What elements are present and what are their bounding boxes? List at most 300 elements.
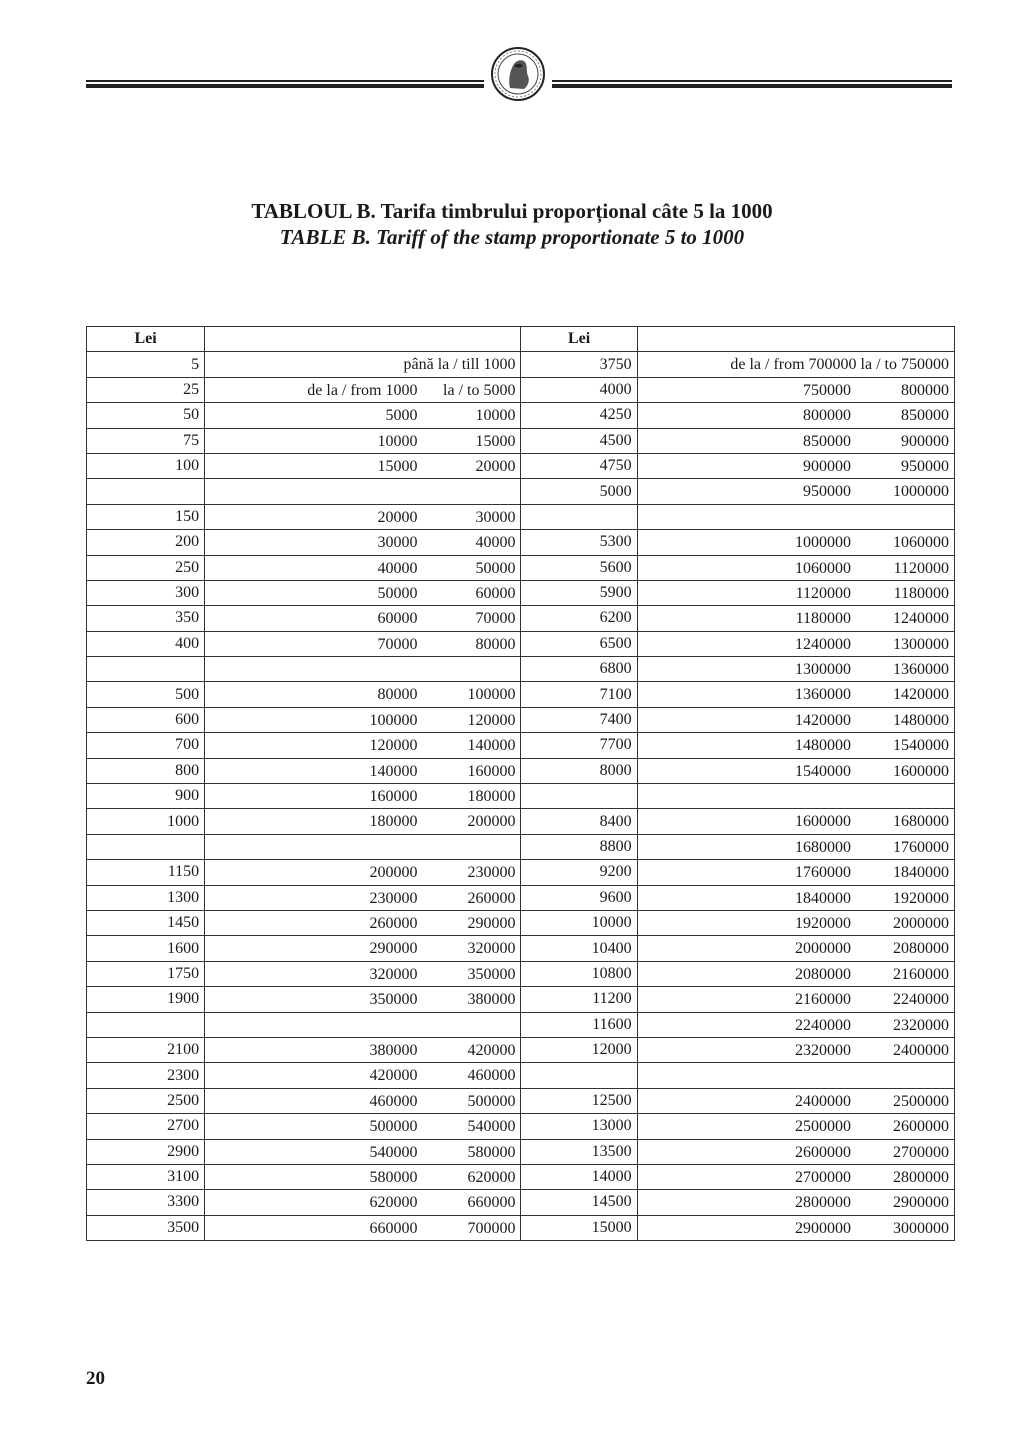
table-row [87, 1012, 955, 1037]
right-range-from: 2160000 [795, 991, 851, 1009]
table-row [87, 834, 955, 859]
left-lei-cell [87, 479, 205, 504]
left-range-from: 320000 [369, 965, 418, 983]
left-range-from: 350000 [369, 991, 418, 1009]
right-range-to: 3000000 [893, 1219, 949, 1237]
right-range-cell [637, 961, 954, 986]
right-range-from: 850000 [803, 432, 851, 450]
header-left-range [205, 327, 521, 352]
left-range-from: 50000 [377, 584, 418, 602]
left-range-from: 460000 [369, 1092, 418, 1110]
right-range-from: 1760000 [795, 864, 851, 882]
right-range-to: 1680000 [893, 813, 949, 831]
table-row [87, 809, 955, 834]
left-range-cell [205, 580, 521, 605]
left-range-to: 230000 [467, 864, 516, 882]
left-range-from: 80000 [377, 686, 418, 704]
right-range-from: 2080000 [795, 965, 851, 983]
right-range-cell [637, 1190, 954, 1215]
left-lei-cell: 75 [87, 428, 205, 453]
left-lei-cell [87, 1012, 205, 1037]
left-range-to: la / to 5000 [443, 381, 516, 399]
left-range-to: 160000 [467, 762, 516, 780]
right-range-to: 1060000 [893, 534, 949, 552]
left-range-to: 10000 [475, 407, 516, 425]
left-range-to: 200000 [467, 813, 516, 831]
right-range-from: 1120000 [795, 584, 851, 602]
right-range-to: 1920000 [893, 889, 949, 907]
right-lei-cell: 3750 [521, 352, 637, 377]
right-range-from: 2240000 [795, 1016, 851, 1034]
right-lei-cell: 12500 [521, 1088, 637, 1113]
table-row [87, 1190, 955, 1215]
table-row [87, 657, 955, 682]
left-range-to: 540000 [467, 1118, 516, 1136]
left-range-to: 620000 [467, 1168, 516, 1186]
right-lei-cell: 7700 [521, 733, 637, 758]
right-range-cell [637, 580, 954, 605]
left-range-to: 80000 [475, 635, 516, 653]
right-range-to: 850000 [901, 407, 949, 425]
table-header-row [87, 327, 955, 352]
right-range-from: 1360000 [795, 686, 851, 704]
left-range-from: 40000 [377, 559, 418, 577]
right-range-to: 2080000 [893, 940, 949, 958]
table-row [87, 606, 955, 631]
title-english: TABLE B. Tariff of the stamp proportionate 5 to 1000 [279, 225, 745, 249]
table-row [87, 428, 955, 453]
left-range-cell [205, 1114, 521, 1139]
right-lei-cell: 13500 [521, 1139, 637, 1164]
left-range-cell [205, 733, 521, 758]
table-row [87, 580, 955, 605]
right-lei-cell: 4750 [521, 453, 637, 478]
left-lei-cell: 1300 [87, 885, 205, 910]
left-range-cell [205, 1139, 521, 1164]
right-range-from: 1420000 [795, 711, 851, 729]
title-romanian: TABLOUL B. Tarifa timbrului proporțional câte 5 la 1000 [251, 199, 773, 223]
left-range-from: 580000 [369, 1168, 418, 1186]
right-range-cell [637, 1114, 954, 1139]
left-range-cell [205, 1063, 521, 1088]
left-range-cell [205, 504, 521, 529]
right-range-to: 2500000 [893, 1092, 949, 1110]
left-range-text: până la / till 1000 [403, 356, 516, 374]
left-range-to: 700000 [467, 1219, 516, 1237]
right-range-from: 1060000 [795, 559, 851, 577]
right-range-from: 800000 [803, 407, 851, 425]
table-row [87, 682, 955, 707]
right-lei-cell [521, 784, 637, 809]
left-range-cell [205, 910, 521, 935]
table-row [87, 453, 955, 478]
right-range-to: 2320000 [893, 1016, 949, 1034]
right-range-cell [637, 1088, 954, 1113]
left-lei-cell: 2300 [87, 1063, 205, 1088]
table-row [87, 1164, 955, 1189]
left-range-cell [205, 1088, 521, 1113]
left-range-cell [205, 987, 521, 1012]
left-range-to: 100000 [467, 686, 516, 704]
table-row [87, 1063, 955, 1088]
right-range-cell [637, 377, 954, 402]
left-range-from: 500000 [369, 1118, 418, 1136]
right-range-cell [637, 631, 954, 656]
right-range-from: 1600000 [795, 813, 851, 831]
right-lei-cell [521, 504, 637, 529]
right-range-cell [637, 758, 954, 783]
left-lei-cell: 250 [87, 555, 205, 580]
tariff-table-body [87, 327, 955, 1241]
right-range-from: 1240000 [795, 635, 851, 653]
left-lei-cell: 1000 [87, 809, 205, 834]
right-range-from: 2320000 [795, 1041, 851, 1059]
right-range-from: 2900000 [795, 1219, 851, 1237]
left-lei-cell: 150 [87, 504, 205, 529]
right-lei-cell: 9600 [521, 885, 637, 910]
right-lei-cell: 8800 [521, 834, 637, 859]
left-range-to: 290000 [467, 914, 516, 932]
header-left-lei: Lei [87, 327, 205, 352]
right-range-cell [637, 860, 954, 885]
table-row [87, 530, 955, 555]
left-lei-cell: 200 [87, 530, 205, 555]
right-range-from: 1920000 [795, 914, 851, 932]
right-range-to: 2700000 [893, 1143, 949, 1161]
right-lei-cell: 4500 [521, 428, 637, 453]
left-range-from: 160000 [369, 788, 418, 806]
left-range-cell [205, 479, 521, 504]
left-lei-cell: 50 [87, 403, 205, 428]
left-lei-cell: 3500 [87, 1215, 205, 1240]
right-range-to: 1360000 [893, 661, 949, 679]
right-lei-cell: 13000 [521, 1114, 637, 1139]
table-row [87, 1139, 955, 1164]
table-row [87, 631, 955, 656]
left-lei-cell: 2700 [87, 1114, 205, 1139]
left-lei-cell: 1900 [87, 987, 205, 1012]
table-row [87, 910, 955, 935]
left-range-from: 20000 [377, 508, 418, 526]
right-range-to: 1420000 [893, 686, 949, 704]
right-range-from: 750000 [803, 381, 851, 399]
right-range-from: 950000 [803, 483, 851, 501]
left-range-from: 540000 [369, 1143, 418, 1161]
right-range-to: 1300000 [893, 635, 949, 653]
left-lei-cell [87, 834, 205, 859]
right-range-cell [637, 910, 954, 935]
left-range-from: 200000 [369, 864, 418, 882]
left-range-to: 20000 [475, 457, 516, 475]
right-range-to: 800000 [901, 381, 949, 399]
left-lei-cell: 700 [87, 733, 205, 758]
left-range-cell [205, 707, 521, 732]
right-range-cell [637, 1215, 954, 1240]
right-range-to: 1760000 [893, 838, 949, 856]
left-range-to: 580000 [467, 1143, 516, 1161]
right-range-cell [637, 1164, 954, 1189]
right-range-cell [637, 606, 954, 631]
left-lei-cell: 25 [87, 377, 205, 402]
right-lei-cell: 9200 [521, 860, 637, 885]
right-range-cell [637, 1012, 954, 1037]
right-lei-cell: 14000 [521, 1164, 637, 1189]
right-range-from: 2000000 [795, 940, 851, 958]
right-range-to: 2600000 [893, 1118, 949, 1136]
left-range-to: 350000 [467, 965, 516, 983]
left-range-cell [205, 377, 521, 402]
left-range-to: 120000 [467, 711, 516, 729]
left-lei-cell: 2900 [87, 1139, 205, 1164]
table-row [87, 707, 955, 732]
right-range-to: 2400000 [893, 1041, 949, 1059]
right-lei-cell: 15000 [521, 1215, 637, 1240]
table-row [87, 479, 955, 504]
right-range-from: 1300000 [795, 661, 851, 679]
right-lei-cell: 4250 [521, 403, 637, 428]
right-range-cell [637, 809, 954, 834]
right-range-cell [637, 682, 954, 707]
coat-of-arms-seal-icon [490, 46, 546, 102]
right-lei-cell: 10400 [521, 936, 637, 961]
left-range-to: 320000 [467, 940, 516, 958]
left-lei-cell: 400 [87, 631, 205, 656]
right-range-to: 1000000 [893, 483, 949, 501]
right-lei-cell: 11200 [521, 987, 637, 1012]
left-lei-cell: 1750 [87, 961, 205, 986]
left-range-cell [205, 885, 521, 910]
right-lei-cell: 11600 [521, 1012, 637, 1037]
left-range-from: 10000 [377, 432, 418, 450]
left-range-cell [205, 453, 521, 478]
right-range-to: 2000000 [893, 914, 949, 932]
table-row [87, 1114, 955, 1139]
right-range-text: de la / from 700000 la / to 750000 [730, 356, 949, 374]
left-range-to: 15000 [475, 432, 516, 450]
right-lei-cell: 7100 [521, 682, 637, 707]
table-row [87, 1215, 955, 1240]
right-range-from: 2700000 [795, 1168, 851, 1186]
table-row [87, 403, 955, 428]
left-range-from: de la / from 1000 [307, 381, 418, 399]
right-lei-cell: 12000 [521, 1037, 637, 1062]
table-row [87, 784, 955, 809]
left-range-cell [205, 1164, 521, 1189]
right-range-cell [637, 530, 954, 555]
right-range-cell [637, 453, 954, 478]
left-range-from: 180000 [369, 813, 418, 831]
right-lei-cell: 4000 [521, 377, 637, 402]
right-range-cell [637, 936, 954, 961]
right-range-from: 1180000 [795, 610, 851, 628]
right-range-cell [637, 657, 954, 682]
left-range-from: 230000 [369, 889, 418, 907]
left-range-from: 290000 [369, 940, 418, 958]
right-range-to: 1840000 [893, 864, 949, 882]
right-lei-cell: 5600 [521, 555, 637, 580]
right-range-cell [637, 479, 954, 504]
right-range-cell [637, 733, 954, 758]
right-range-to: 1540000 [893, 737, 949, 755]
table-row [87, 987, 955, 1012]
right-lei-cell: 8000 [521, 758, 637, 783]
left-range-cell [205, 834, 521, 859]
left-range-from: 620000 [369, 1194, 418, 1212]
left-range-from: 380000 [369, 1041, 418, 1059]
right-range-from: 2500000 [795, 1118, 851, 1136]
left-range-to: 50000 [475, 559, 516, 577]
left-lei-cell: 1600 [87, 936, 205, 961]
left-lei-cell: 600 [87, 707, 205, 732]
left-lei-cell: 900 [87, 784, 205, 809]
left-range-cell [205, 1190, 521, 1215]
table-row [87, 961, 955, 986]
right-range-from: 1000000 [795, 534, 851, 552]
left-range-cell [205, 657, 521, 682]
left-range-to: 140000 [467, 737, 516, 755]
page-number: 20 [86, 1368, 105, 1389]
table-row [87, 1037, 955, 1062]
right-range-cell [637, 707, 954, 732]
right-range-cell [637, 352, 954, 377]
right-range-cell [637, 834, 954, 859]
left-lei-cell: 3300 [87, 1190, 205, 1215]
left-range-cell [205, 809, 521, 834]
left-range-from: 140000 [369, 762, 418, 780]
right-range-from: 1680000 [795, 838, 851, 856]
header-right-lei: Lei [521, 327, 637, 352]
right-lei-cell: 7400 [521, 707, 637, 732]
right-range-from: 1540000 [795, 762, 851, 780]
left-lei-cell: 2500 [87, 1088, 205, 1113]
right-range-cell [637, 428, 954, 453]
left-range-from: 5000 [385, 407, 418, 425]
left-range-cell [205, 428, 521, 453]
left-range-cell [205, 606, 521, 631]
left-lei-cell: 5 [87, 352, 205, 377]
table-row [87, 733, 955, 758]
right-lei-cell: 5900 [521, 580, 637, 605]
right-range-from: 1480000 [795, 737, 851, 755]
left-range-from: 120000 [369, 737, 418, 755]
table-row [87, 885, 955, 910]
left-range-to: 420000 [467, 1041, 516, 1059]
right-range-to: 2160000 [893, 965, 949, 983]
left-range-cell [205, 1012, 521, 1037]
left-range-from: 660000 [369, 1219, 418, 1237]
left-range-to: 660000 [467, 1194, 516, 1212]
left-range-cell [205, 1215, 521, 1240]
left-range-cell [205, 1037, 521, 1062]
left-range-from: 70000 [377, 635, 418, 653]
right-range-cell [637, 885, 954, 910]
title-block [0, 198, 1024, 250]
right-range-from: 2600000 [795, 1143, 851, 1161]
left-lei-cell: 350 [87, 606, 205, 631]
right-lei-cell: 6200 [521, 606, 637, 631]
right-lei-cell [521, 1063, 637, 1088]
left-range-to: 180000 [467, 788, 516, 806]
left-lei-cell: 3100 [87, 1164, 205, 1189]
left-range-cell [205, 631, 521, 656]
left-lei-cell: 500 [87, 682, 205, 707]
table-row [87, 352, 955, 377]
left-range-to: 70000 [475, 610, 516, 628]
left-range-to: 260000 [467, 889, 516, 907]
right-lei-cell: 5000 [521, 479, 637, 504]
left-range-cell [205, 555, 521, 580]
left-range-from: 60000 [377, 610, 418, 628]
table-row [87, 758, 955, 783]
right-lei-cell: 10800 [521, 961, 637, 986]
right-lei-cell: 6500 [521, 631, 637, 656]
left-range-cell [205, 530, 521, 555]
left-range-cell [205, 961, 521, 986]
left-range-to: 460000 [467, 1067, 516, 1085]
right-lei-cell: 10000 [521, 910, 637, 935]
left-lei-cell: 1150 [87, 860, 205, 885]
header-rule-right [552, 80, 952, 89]
left-range-cell [205, 403, 521, 428]
left-range-to: 40000 [475, 534, 516, 552]
right-range-to: 900000 [901, 432, 949, 450]
right-range-to: 1240000 [893, 610, 949, 628]
left-range-from: 420000 [369, 1067, 418, 1085]
table-row [87, 555, 955, 580]
right-range-to: 2240000 [893, 991, 949, 1009]
right-lei-cell: 5300 [521, 530, 637, 555]
right-range-cell [637, 987, 954, 1012]
right-lei-cell: 8400 [521, 809, 637, 834]
left-range-to: 60000 [475, 584, 516, 602]
right-range-to: 2900000 [893, 1194, 949, 1212]
right-range-to: 1120000 [893, 559, 949, 577]
right-range-from: 900000 [803, 457, 851, 475]
left-range-to: 500000 [467, 1092, 516, 1110]
table-row [87, 936, 955, 961]
left-range-cell [205, 860, 521, 885]
table-row [87, 860, 955, 885]
left-range-cell [205, 784, 521, 809]
right-range-from: 2800000 [795, 1194, 851, 1212]
left-lei-cell: 1450 [87, 910, 205, 935]
table-row [87, 1088, 955, 1113]
left-lei-cell: 800 [87, 758, 205, 783]
right-lei-cell: 14500 [521, 1190, 637, 1215]
left-range-from: 15000 [377, 457, 418, 475]
right-range-from: 2400000 [795, 1092, 851, 1110]
right-range-to: 1600000 [893, 762, 949, 780]
right-range-cell [637, 403, 954, 428]
left-range-to: 380000 [467, 991, 516, 1009]
right-range-cell [637, 504, 954, 529]
header-right-range [637, 327, 954, 352]
right-range-from: 1840000 [795, 889, 851, 907]
right-range-to: 1480000 [893, 711, 949, 729]
right-range-to: 1180000 [893, 584, 949, 602]
left-range-cell [205, 352, 521, 377]
tariff-table [86, 326, 955, 1241]
left-lei-cell: 2100 [87, 1037, 205, 1062]
table-row [87, 504, 955, 529]
left-range-cell [205, 758, 521, 783]
left-range-cell [205, 682, 521, 707]
right-range-cell [637, 1063, 954, 1088]
right-lei-cell: 6800 [521, 657, 637, 682]
left-range-cell [205, 936, 521, 961]
left-range-from: 30000 [377, 534, 418, 552]
left-lei-cell [87, 657, 205, 682]
